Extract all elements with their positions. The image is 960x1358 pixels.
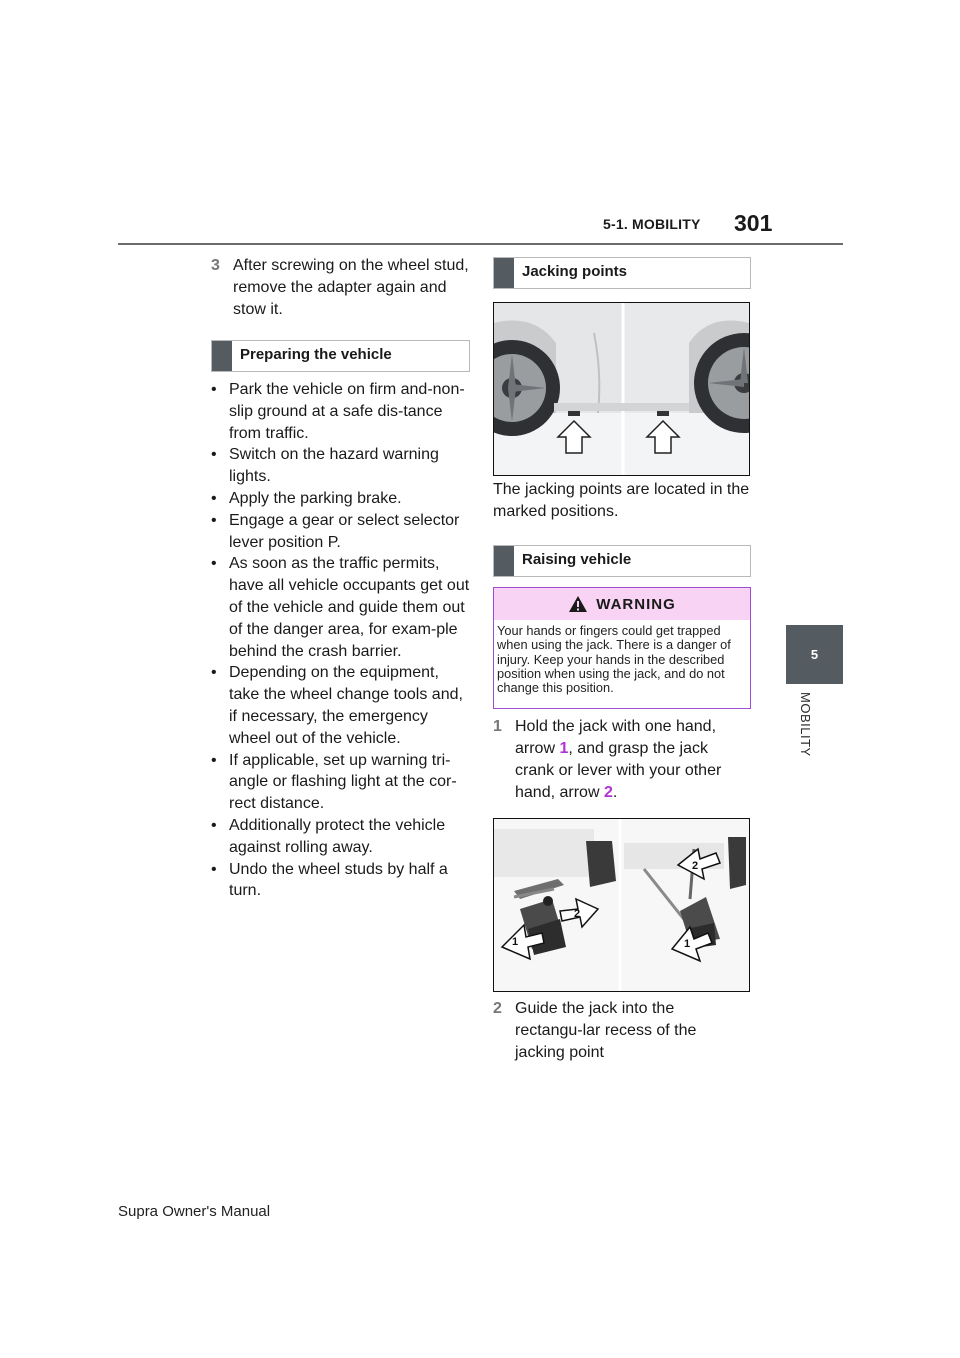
section-bar bbox=[494, 258, 514, 288]
section-bar bbox=[494, 546, 514, 576]
list-item: • As soon as the traffic permits, have all vehicle occupants get out of the vehicle and guide them out of the danger area, for exam-ple behind the crash barrier. bbox=[211, 555, 470, 660]
warning-text: Your hands or fingers could get trapped when using the jack. There is a danger of injury. Keep your hands in the described position when using the jack, and do not change this position. bbox=[497, 623, 731, 696]
warning-title: WARNING bbox=[596, 595, 676, 613]
step-3 bbox=[211, 255, 473, 325]
bullet-icon: • bbox=[211, 816, 217, 834]
step-text: Guide the jack into the rectangu-lar recess of the jacking point bbox=[515, 1000, 697, 1061]
bullet-icon: • bbox=[211, 381, 217, 398]
step-text: Hold the jack with one hand, arrow 1, and grasp the jack crank or lever with your other hand, arrow 2. bbox=[515, 718, 722, 801]
bullet-icon: • bbox=[211, 555, 217, 573]
bullet-icon: • bbox=[211, 489, 217, 507]
bullet-icon: • bbox=[211, 511, 217, 529]
header-divider bbox=[118, 243, 843, 245]
section-header-raising bbox=[493, 545, 751, 577]
arrow-ref-1: 1 bbox=[559, 740, 569, 757]
bullet-icon: • bbox=[211, 751, 217, 769]
arrow-ref-2: 2 bbox=[603, 784, 613, 801]
section-bar bbox=[212, 341, 232, 371]
bullet-icon: • bbox=[211, 860, 217, 878]
svg-text:2: 2 bbox=[574, 908, 581, 920]
page-number: 301 bbox=[734, 210, 773, 236]
step-2 bbox=[493, 998, 755, 1061]
chapter-tab[interactable]: 5 bbox=[786, 625, 843, 684]
list-item: • Additionally protect the vehicle against rolling away. bbox=[211, 816, 446, 856]
warning-triangle-icon bbox=[568, 595, 588, 613]
jack-handling-illustration bbox=[494, 819, 749, 991]
svg-text:2: 2 bbox=[692, 860, 699, 872]
jacking-points-caption: The jacking points are located in the marked positions. bbox=[493, 481, 750, 520]
bullet-icon: • bbox=[211, 446, 217, 464]
list-item: • Depending on the equipment, take the wheel change tools and, if necessary, the emergency wheel out of the vehicle. bbox=[211, 664, 463, 747]
manual-title: Supra Owner's Manual bbox=[118, 1203, 271, 1220]
step-text: After screwing on the wheel stud, remove the adapter again and stow it. bbox=[233, 257, 469, 318]
list-item: • Engage a gear or select selector lever position P. bbox=[211, 511, 460, 551]
jacking-points-illustration bbox=[494, 303, 749, 475]
section-header-jacking bbox=[493, 257, 751, 289]
list-item: • Switch on the hazard warning lights. bbox=[211, 446, 439, 486]
section-title: 5-1. MOBILITY bbox=[603, 216, 701, 232]
warning-header bbox=[494, 588, 750, 620]
warning-box bbox=[493, 587, 751, 709]
jack-handling-image bbox=[493, 818, 750, 992]
svg-text:1: 1 bbox=[684, 938, 691, 950]
jacking-points-image bbox=[493, 302, 750, 476]
list-item: • Undo the wheel studs by half a turn. bbox=[211, 860, 448, 900]
step-number: 3 bbox=[211, 257, 220, 274]
section-heading: Jacking points bbox=[522, 263, 628, 280]
bullet-icon: • bbox=[211, 664, 217, 682]
list-item: • If applicable, set up warning tri-angle or flashing light at the cor-rect distance. bbox=[211, 751, 457, 813]
chapter-tab-label: MOBILITY bbox=[798, 692, 813, 757]
section-heading: Preparing the vehicle bbox=[240, 346, 392, 363]
svg-text:1: 1 bbox=[512, 936, 519, 948]
preparing-list bbox=[211, 379, 471, 902]
step-1 bbox=[493, 716, 755, 808]
step-number: 1 bbox=[493, 718, 502, 735]
step-number: 2 bbox=[493, 1000, 502, 1017]
list-item: • Park the vehicle on firm and-non-slip ground at a safe dis-tance from traffic. bbox=[211, 381, 465, 442]
list-item: • Apply the parking brake. bbox=[211, 488, 471, 510]
section-header-preparing bbox=[211, 340, 470, 372]
section-heading: Raising vehicle bbox=[522, 551, 632, 568]
